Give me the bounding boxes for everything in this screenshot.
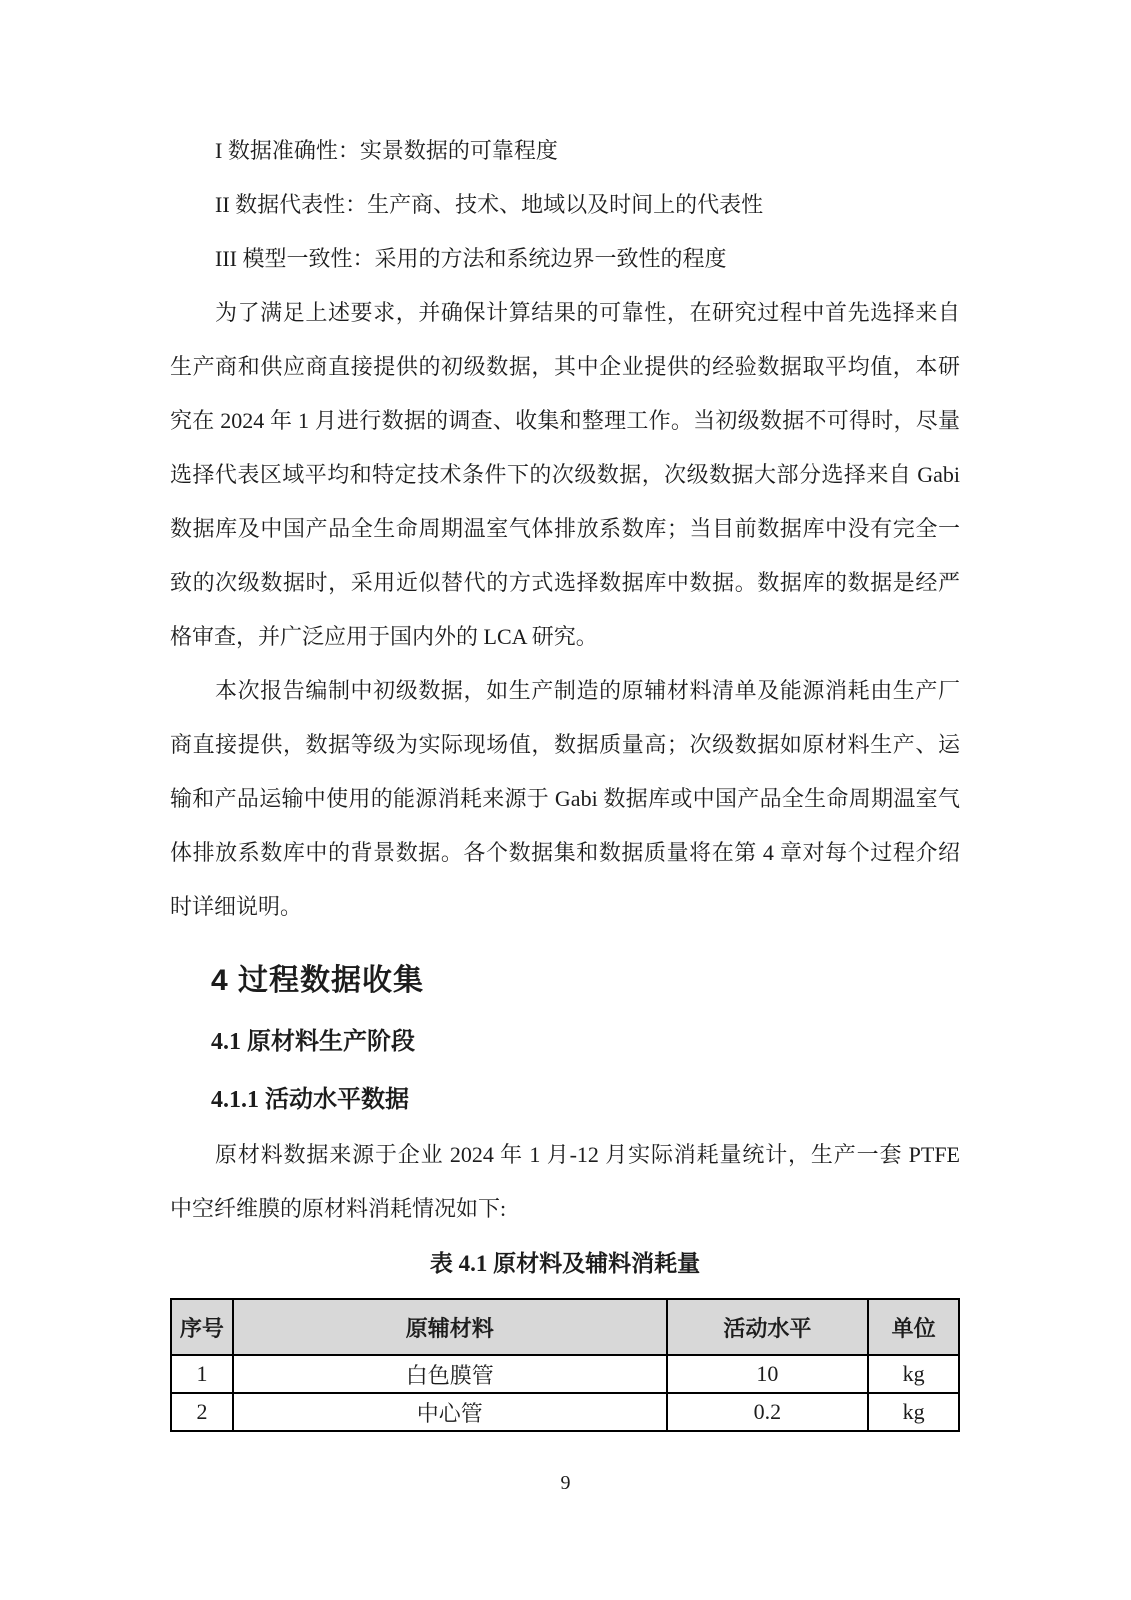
page-number: 9 (560, 1472, 571, 1494)
quality-criterion-representativeness: II 数据代表性：生产商、技术、地域以及时间上的代表性 (215, 192, 764, 217)
table-cell-material: 中心管 (233, 1393, 667, 1431)
table-cell-activity-level: 0.2 (667, 1393, 868, 1431)
table-cell-material: 白色膜管 (233, 1355, 667, 1393)
paragraph-raw-material-data: 原材料数据来源于企业 2024 年 1 月-12 月实际消耗量统计，生产一套 PTFE 中空纤维膜的原材料消耗情况如下: (170, 1142, 960, 1221)
table-cell-index: 2 (171, 1393, 233, 1431)
materials-consumption-table (170, 1298, 960, 1432)
table-row (171, 1355, 959, 1393)
table-header-unit: 单位 (868, 1299, 959, 1355)
table-header-row (171, 1299, 959, 1355)
table-caption: 表 4.1 原材料及辅料消耗量 (429, 1251, 701, 1276)
table-header-activity-level: 活动水平 (667, 1299, 868, 1355)
table-header-material: 原辅材料 (233, 1299, 667, 1355)
table-cell-unit: kg (868, 1355, 959, 1393)
quality-criterion-accuracy: I 数据准确性：实景数据的可靠程度 (215, 138, 558, 163)
table-row (171, 1393, 959, 1431)
section-heading-4-1: 4.1 原材料生产阶段 (211, 1029, 415, 1055)
paragraph-primary-secondary-data: 本次报告编制中初级数据，如生产制造的原辅材料清单及能源消耗由生产厂商直接提供，数据等级为实际现场值，数据质量高；次级数据如原材料生产、运输和产品运输中使用的能源消耗来源于 Gabi 数据库或中国产品全生命周期温室气体排放系数库中的背景数据。各个数据集和数据质量将在第 4 章对每个过程介绍时详细说明。 (170, 678, 960, 919)
table-cell-unit: kg (868, 1393, 959, 1431)
section-heading-4-1-1: 4.1.1 活动水平数据 (211, 1087, 409, 1113)
paragraph-data-selection: 为了满足上述要求，并确保计算结果的可靠性，在研究过程中首先选择来自生产商和供应商直接提供的初级数据，其中企业提供的经验数据取平均值，本研究在 2024 年 1 月进行数据的调查、收集和整理工作。当初级数据不可得时，尽量选择代表区域平均和特定技术条件下的次级数据，次级数据大部分选择来自 Gabi 数据库及中国产品全生命周期温室气体排放系数库；当目前数据库中没有完全一致的次级数据时，采用近似替代的方式选择数据库中数据。数据库的数据是经严格审查，并广泛应用于国内外的 LCA 研究。 (170, 300, 960, 649)
table-cell-index: 1 (171, 1355, 233, 1393)
table-cell-activity-level: 10 (667, 1355, 868, 1393)
quality-criterion-consistency: III 模型一致性：采用的方法和系统边界一致性的程度 (215, 246, 727, 271)
section-heading-4: 4 过程数据收集 (211, 964, 425, 997)
table-header-index: 序号 (171, 1299, 233, 1355)
content-area (170, 124, 960, 1432)
